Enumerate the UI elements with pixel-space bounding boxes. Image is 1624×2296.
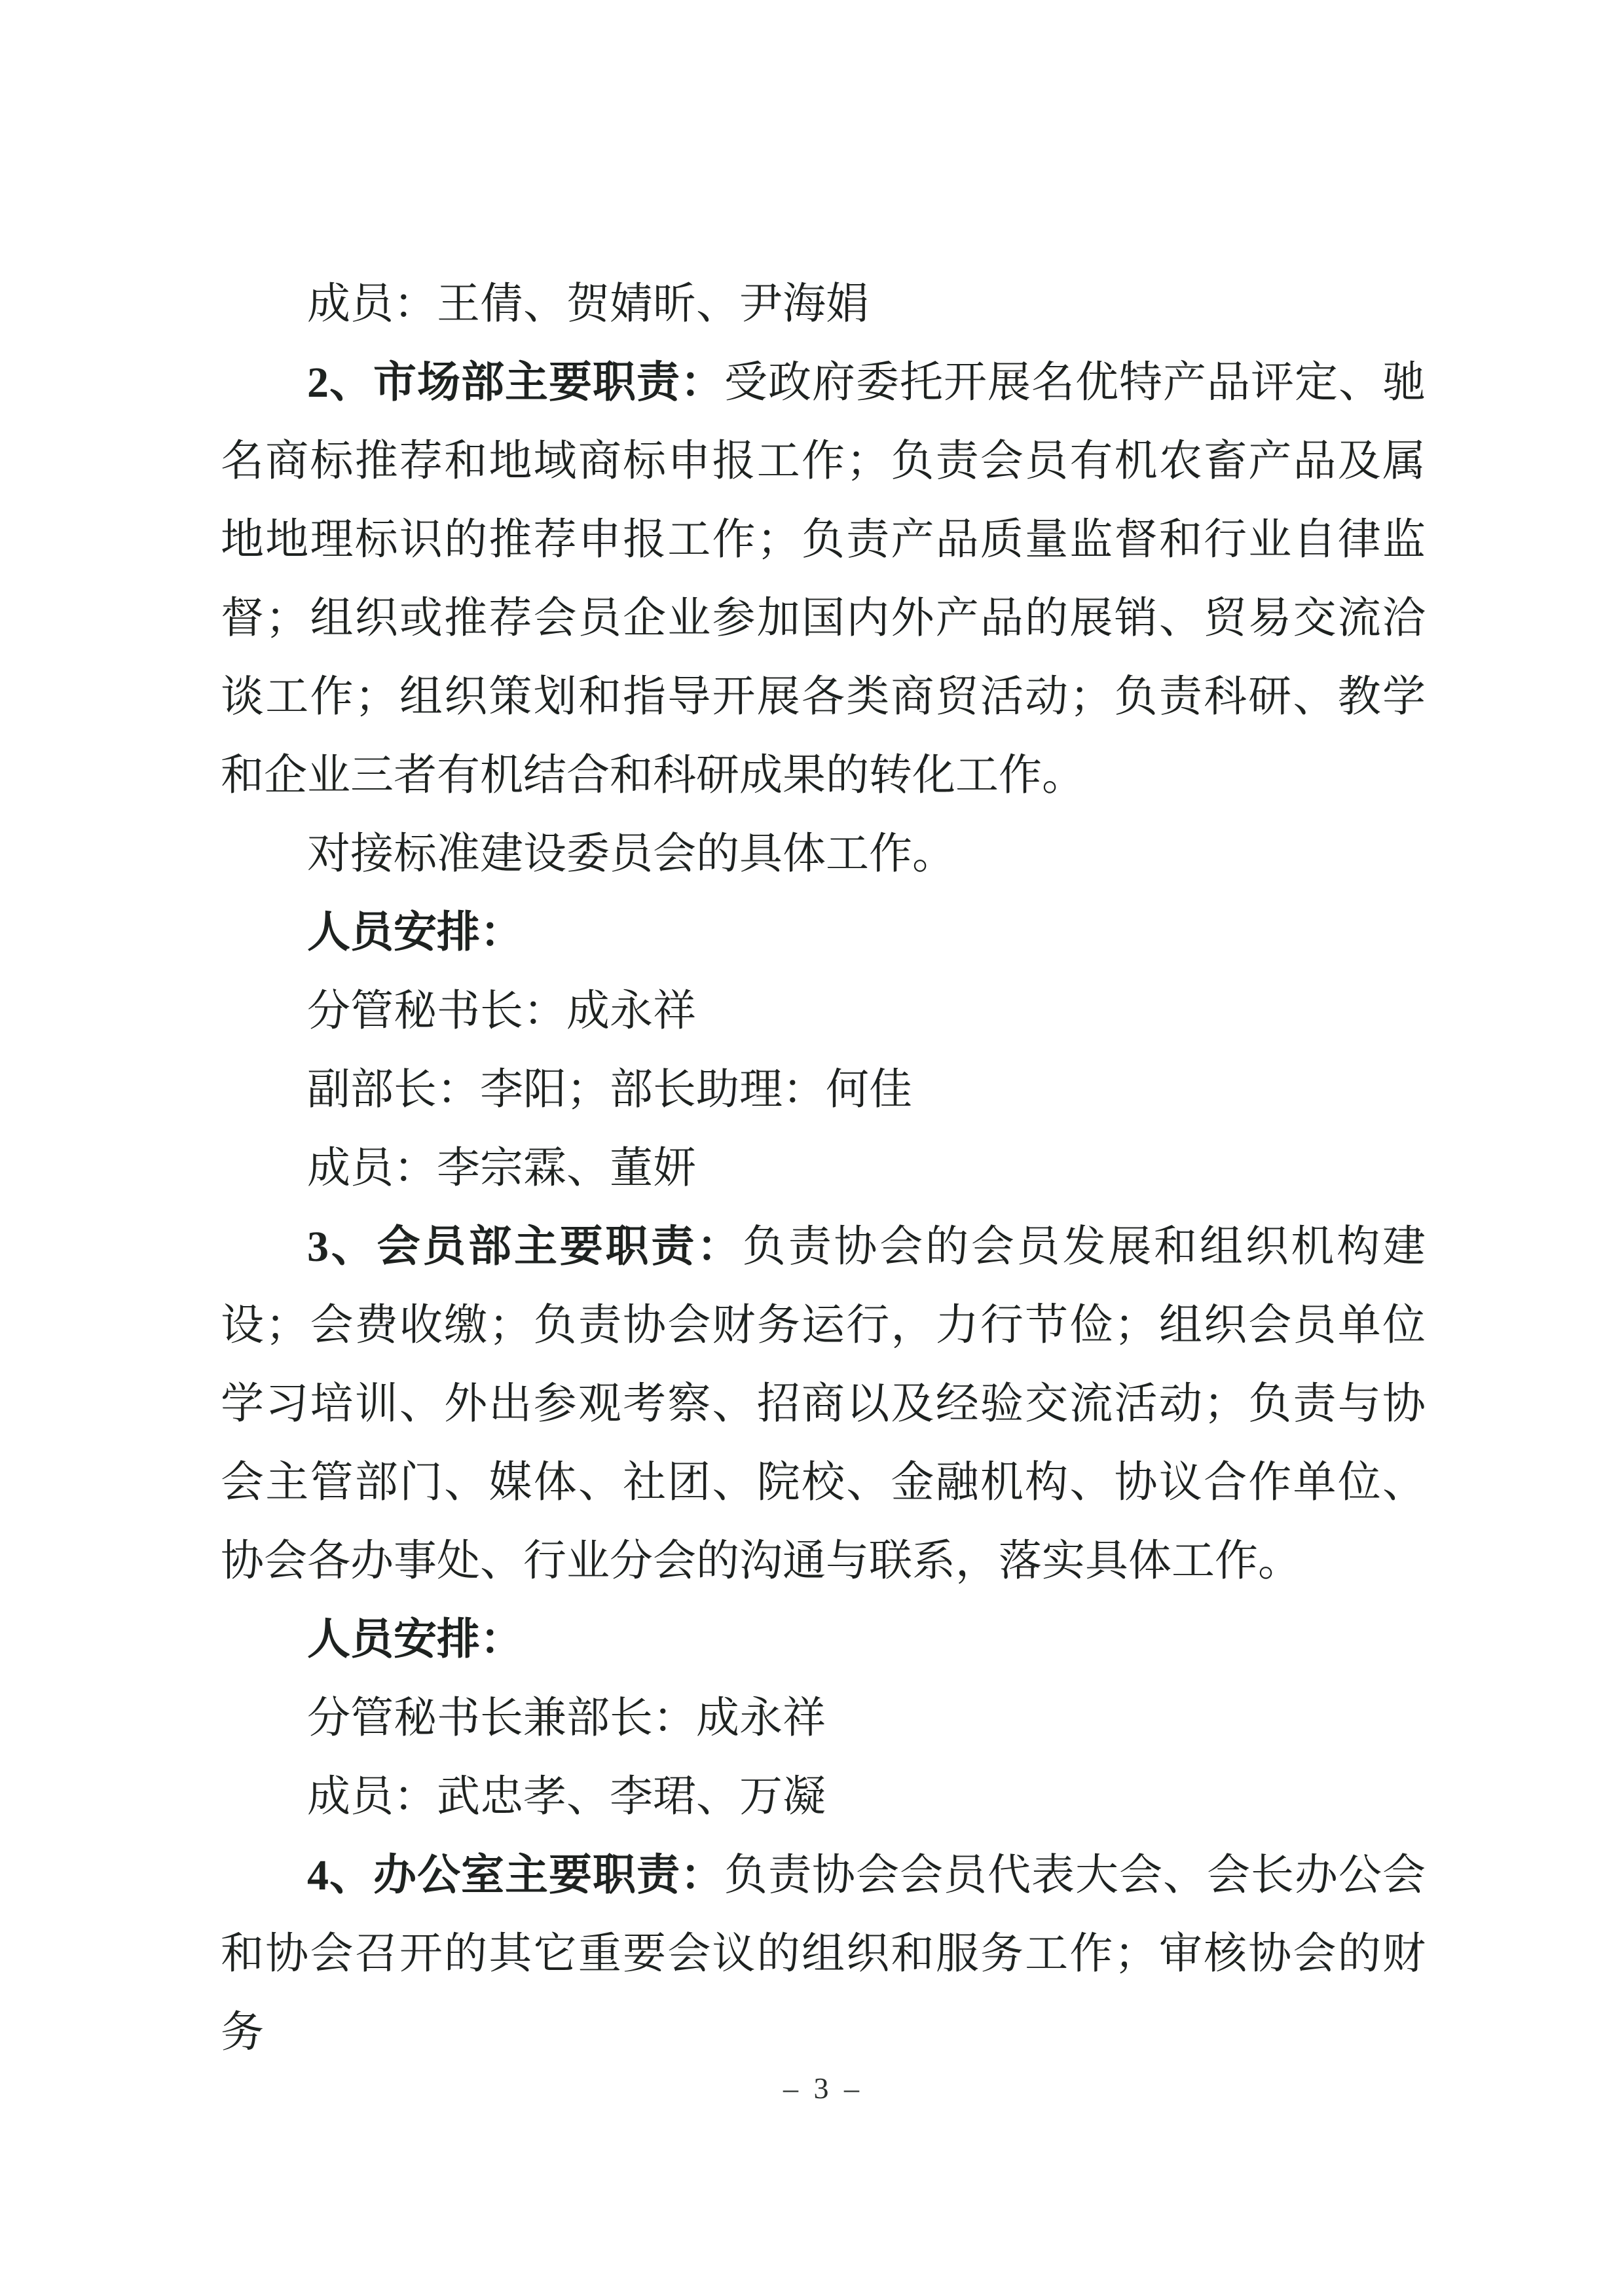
- paragraph-text: 成员：李宗霖、董妍: [307, 1144, 696, 1192]
- paragraph-text: 成员：王倩、贺婧昕、尹海娟: [307, 280, 869, 328]
- paragraph-lead-bold: 2、市场部主要职责：: [307, 359, 724, 407]
- paragraph-lead-bold: 3、会员部主要职责：: [307, 1223, 743, 1271]
- paragraph-market-dept-duties: [221, 344, 1426, 815]
- paragraph-secretary-general: [221, 972, 1426, 1051]
- paragraph-deputy-minister: [221, 1051, 1426, 1129]
- paragraph-members-market: [221, 1129, 1426, 1208]
- heading-staff-arrangement: [221, 1601, 1426, 1679]
- paragraph-text: 负责协会的会员发展和组织机构建设；会费收缴；负责协会财务运行，力行节俭；组织会员单位学习培训、外出参观考察、招商以及经验交流活动；负责与协会主管部门、媒体、社团、院校、金融机构、协议合作单位、协会各办事处、行业分会的沟通与联系，落实具体工作。: [221, 1223, 1426, 1585]
- paragraph-text: 受政府委托开展名优特产品评定、驰名商标推荐和地域商标申报工作；负责会员有机农畜产品及属地地理标识的推荐申报工作；负责产品质量监督和行业自律监督；组织或推荐会员企业参加国内外产品的展销、贸易交流洽谈工作；组织策划和指导开展各类商贸活动；负责科研、教学和企业三者有机结合和科研成果的转化工作。: [221, 359, 1426, 799]
- paragraph-lead-bold: 人员安排：: [307, 1616, 523, 1664]
- paragraph-text: 成员：武忠孝、李珺、万凝: [307, 1773, 826, 1821]
- paragraph-text: 对接标准建设委员会的具体工作。: [307, 830, 955, 878]
- paragraph-members-membership: [221, 1758, 1426, 1836]
- heading-staff-arrangement: [221, 894, 1426, 972]
- paragraph-membership-dept-duties: [221, 1208, 1426, 1601]
- paragraph-text: 负责协会会员代表大会、会长办公会和协会召开的其它重要会议的组织和服务工作；审核协会的财务: [221, 1851, 1426, 2056]
- paragraph-lead-bold: 4、办公室主要职责：: [307, 1851, 724, 1899]
- paragraph-text: 分管秘书长：成永祥: [307, 987, 696, 1035]
- paragraph-text: 副部长：李阳；部长助理：何佳: [307, 1066, 912, 1114]
- paragraph-lead-bold: 人员安排：: [307, 909, 523, 957]
- page-number: – 3 –: [783, 2071, 863, 2105]
- paragraph-secretary-general-concurrent: [221, 1679, 1426, 1758]
- paragraph-office-duties: [221, 1836, 1426, 2072]
- paragraph-text: 分管秘书长兼部长：成永祥: [307, 1694, 826, 1742]
- document-body: [221, 265, 1426, 2072]
- paragraph-standards-committee: [221, 815, 1426, 894]
- paragraph-members-research: [221, 265, 1426, 344]
